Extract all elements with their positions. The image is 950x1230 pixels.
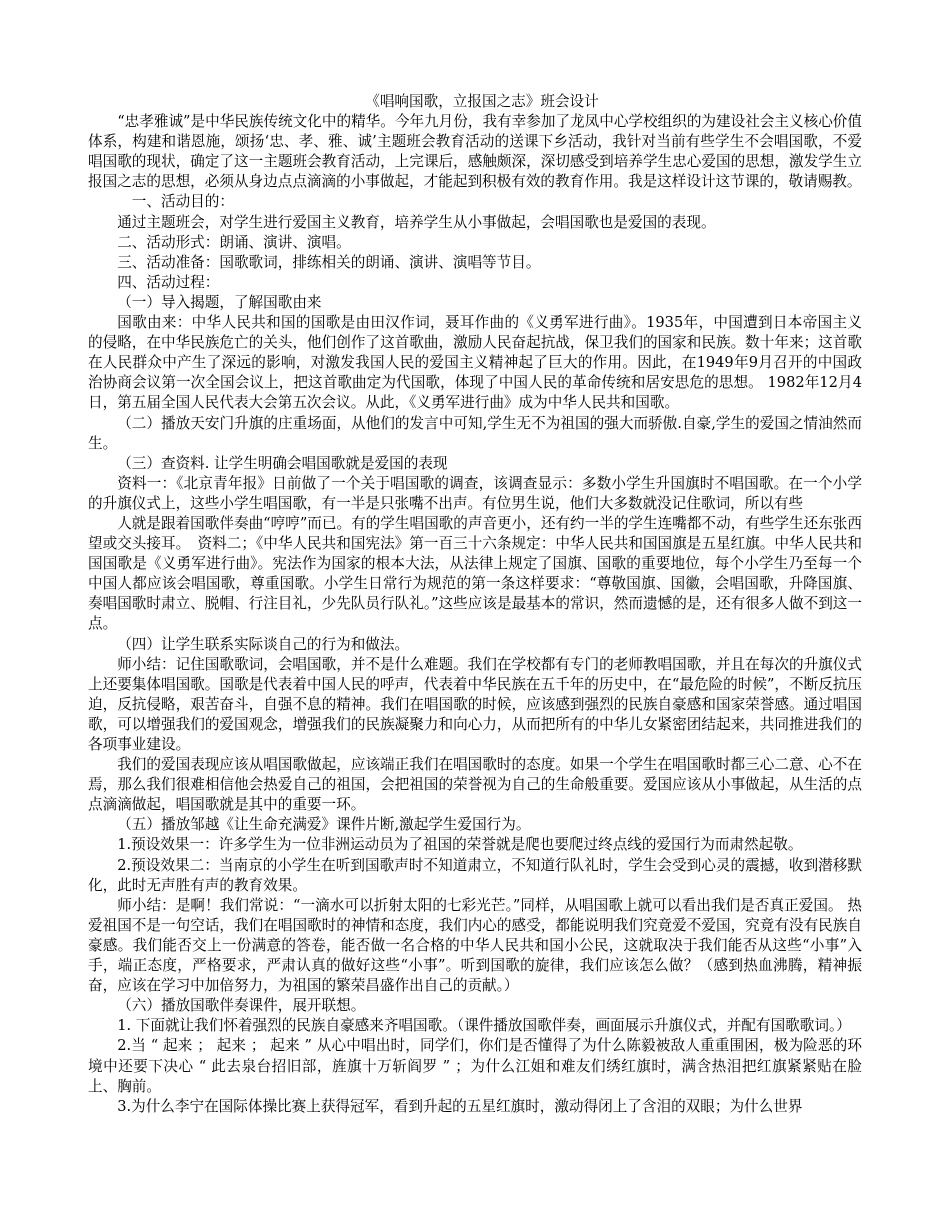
paragraph: 师小结：记住国歌歌词，会唱国歌，并不是什么难题。我们在学校都有专门的老师教唱国歌，并且在每次的升旗仪式上还要集体唱国歌。国歌是代表着中国人民的呼声，代表着中华民族在五千年的历史中，在“最危险的时候”，不断反抗压迫，反抗侵略，艰苦奋斗，自强不息的精神。我们在唱国歌的时候，应该感到强烈的民族自豪感和国家荣誉感。通过唱国歌，可以增强我们的爱国观念，增强我们的民族凝聚力和向心力，从而把所有的中华儿女紧密团结起来，共同推进我们的各项事业建设。 — [88, 655, 862, 753]
paragraph: （五）播放邹越《让生命充满爱》课件片断,激起学生爱国行为。 — [117, 816, 531, 834]
paragraph: （三）查资料. 让学生明确会唱国歌就是爱国的表现 — [117, 454, 448, 472]
document-body — [88, 112, 862, 1117]
paragraph: 师小结：是啊！我们常说：“一滴水可以折射太阳的七彩光芒。”同样，从唱国歌上就可以看出我们是否真正爱国。 热爱祖国不是一句空话，我们在唱国歌时的神情和态度，我们内心的感受，都能说明我们究竟爱不爱国，究竟有没有民族自豪感。我们能否交上一份满意的答卷，能否做一名合格的中华人民共和国小公民，这就取决于我们能否从这些“小事”入手，端正态度，严格要求，严肃认真的做好这些“小事”。听到国歌的旋律，我们应该怎么做？（感到热血沸腾，精神振奋，应该在学习中加倍努力，为祖国的繁荣昌盛作出自己的贡献。） — [88, 896, 862, 995]
paragraph: （六）播放国歌伴奏课件，展开联想。 — [117, 997, 366, 1015]
paragraph: （一）导入揭题，了解国歌由来 — [117, 293, 322, 311]
paragraph: 1.预设效果一：许多学生为一位非洲运动员为了祖国的荣誉就是爬也要爬过终点线的爱国行为而肃然起敬。 — [117, 836, 803, 854]
paragraph: 三、活动准备：国歌歌词，排练相关的朗诵、演讲、演唱等节目。 — [117, 253, 541, 271]
paragraph: 一、活动目的： — [131, 193, 234, 211]
paragraph: 资料一：《北京青年报》日前做了一个关于唱国歌的调查，该调查显示：多数小学生升国旗时不唱国歌。在一个小学的升旗仪式上，这些小学生唱国歌，有一半是只张嘴不出声。有位男生说，他们大多数就没记住歌词，所以有些 — [88, 474, 862, 512]
paragraph: 二、活动形式：朗诵、演讲、演唱。 — [117, 233, 351, 251]
paragraph: 2.当 “ 起来 ； 起来 ； 起来 ” 从心中唱出时，同学们，你们是否懂得了为什么陈毅被敌人重重围困，极为险恶的环境中还要下决心 “ 此去泉台招旧部，旌旗十万斩阎罗 ” ；为什么江姐和难友们绣红旗时，满含热泪把红旗紧紧贴在脸上、胸前。 — [88, 1037, 862, 1095]
paragraph: 通过主题班会，对学生进行爱国主义教育，培养学生从小事做起，会唱国歌也是爱国的表现。 — [117, 213, 716, 231]
paragraph: 人就是跟着国歌伴奏曲“哼哼”而已。有的学生唱国歌的声音更小，还有约一半的学生连嘴都不动，有些学生还东张西望或交头接耳。 资料二；《中华人民共和国宪法》第一百三十六条规定：中华人民共和国国旗是五星红旗。中华人民共和国国歌是《义勇军进行曲》。宪法作为国家的根本大法，从法律上规定了国旗、国歌的重要地位，每个小学生乃至每一个中国人都应该会唱国歌，尊重国歌。小学生日常行为规范的第一条这样要求：“尊敬国旗、国徽，会唱国歌，升降国旗、奏唱国歌时肃立、脱帽、行注目礼，少先队员行队礼。”这些应该是最基本的常识，然而遗憾的是，还有很多人做不到这一点。 — [88, 514, 862, 633]
paragraph: （二）播放天安门升旗的庄重场面，从他们的发言中可知,学生无不为祖国的强大而骄傲.自豪,学生的爱国之情油然而生。 — [88, 414, 862, 452]
paragraph: 国歌由来：中华人民共和国的国歌是由田汉作词，聂耳作曲的《义勇军进行曲》。1935年，中国遭到日本帝国主义的侵略，在中华民族危亡的关头，他们创作了这首歌曲，激励人民奋起抗战，保卫我们的国家和民族。数十年来；这首歌在人民群众中产生了深远的影响，对激发我国人民的爱国主义精神起了巨大的作用。因此，在1949年9月召开的中国政治协商会议第一次全国会议上，把这首歌曲定为代国歌，体现了中国人民的革命传统和居安思危的思想。 1982年12月4日，第五届全国人民代表大会第五次会议。从此，《义勇军进行曲》成为中华人民共和国歌。 — [88, 314, 862, 412]
paragraph: 四、活动过程： — [117, 273, 220, 291]
paragraph: 2.预设效果二：当南京的小学生在听到国歌声时不知道肃立，不知道行队礼时，学生会受到心灵的震撼，收到潜移默化，此时无声胜有声的教育效果。 — [88, 856, 862, 894]
paragraph: 我们的爱国表现应该从唱国歌做起，应该端正我们在唱国歌时的态度。如果一个学生在唱国歌时都三心二意、心不在焉，那么我们很难相信他会热爱自己的祖国，会把祖国的荣誉视为自己的生命般重要。爱国应该从小事做起，从生活的点点滴滴做起，唱国歌就是其中的重要一环。 — [88, 756, 862, 814]
paragraph: 1. 下面就让我们怀着强烈的民族自豪感来齐唱国歌。（课件播放国歌伴奏，画面展示升旗仪式，并配有国歌歌词。） — [117, 1017, 851, 1035]
page-title: 《唱响国歌，立报国之志》班会设计 — [365, 93, 599, 110]
paragraph: （四）让学生联系实际谈自己的行为和做法。 — [117, 635, 410, 653]
paragraph: 3.为什么李宁在国际体操比赛上获得冠军，看到升起的五星红旗时，激动得闭上了含泪的双眼；为什么世界 — [117, 1097, 803, 1115]
paragraph: “忠孝雅诚”是中华民族传统文化中的精华。今年九月份，我有幸参加了龙凤中心学校组织的为建设社会主义核心价值体系，构建和谐恩施，颂扬‘忠、孝、雅、诚’主题班会教育活动的送课下乡活动，我针对当前有些学生不会唱国歌，不爱唱国歌的现状，确定了这一主题班会教育活动，上完课后，感触颇深，深切感受到培养学生忠心爱国的思想，激发学生立报国之志的思想，必须从身边点点滴滴的小事做起，才能起到积极有效的教育作用。我是这样设计这节课的，敬请赐教。 — [88, 113, 862, 191]
